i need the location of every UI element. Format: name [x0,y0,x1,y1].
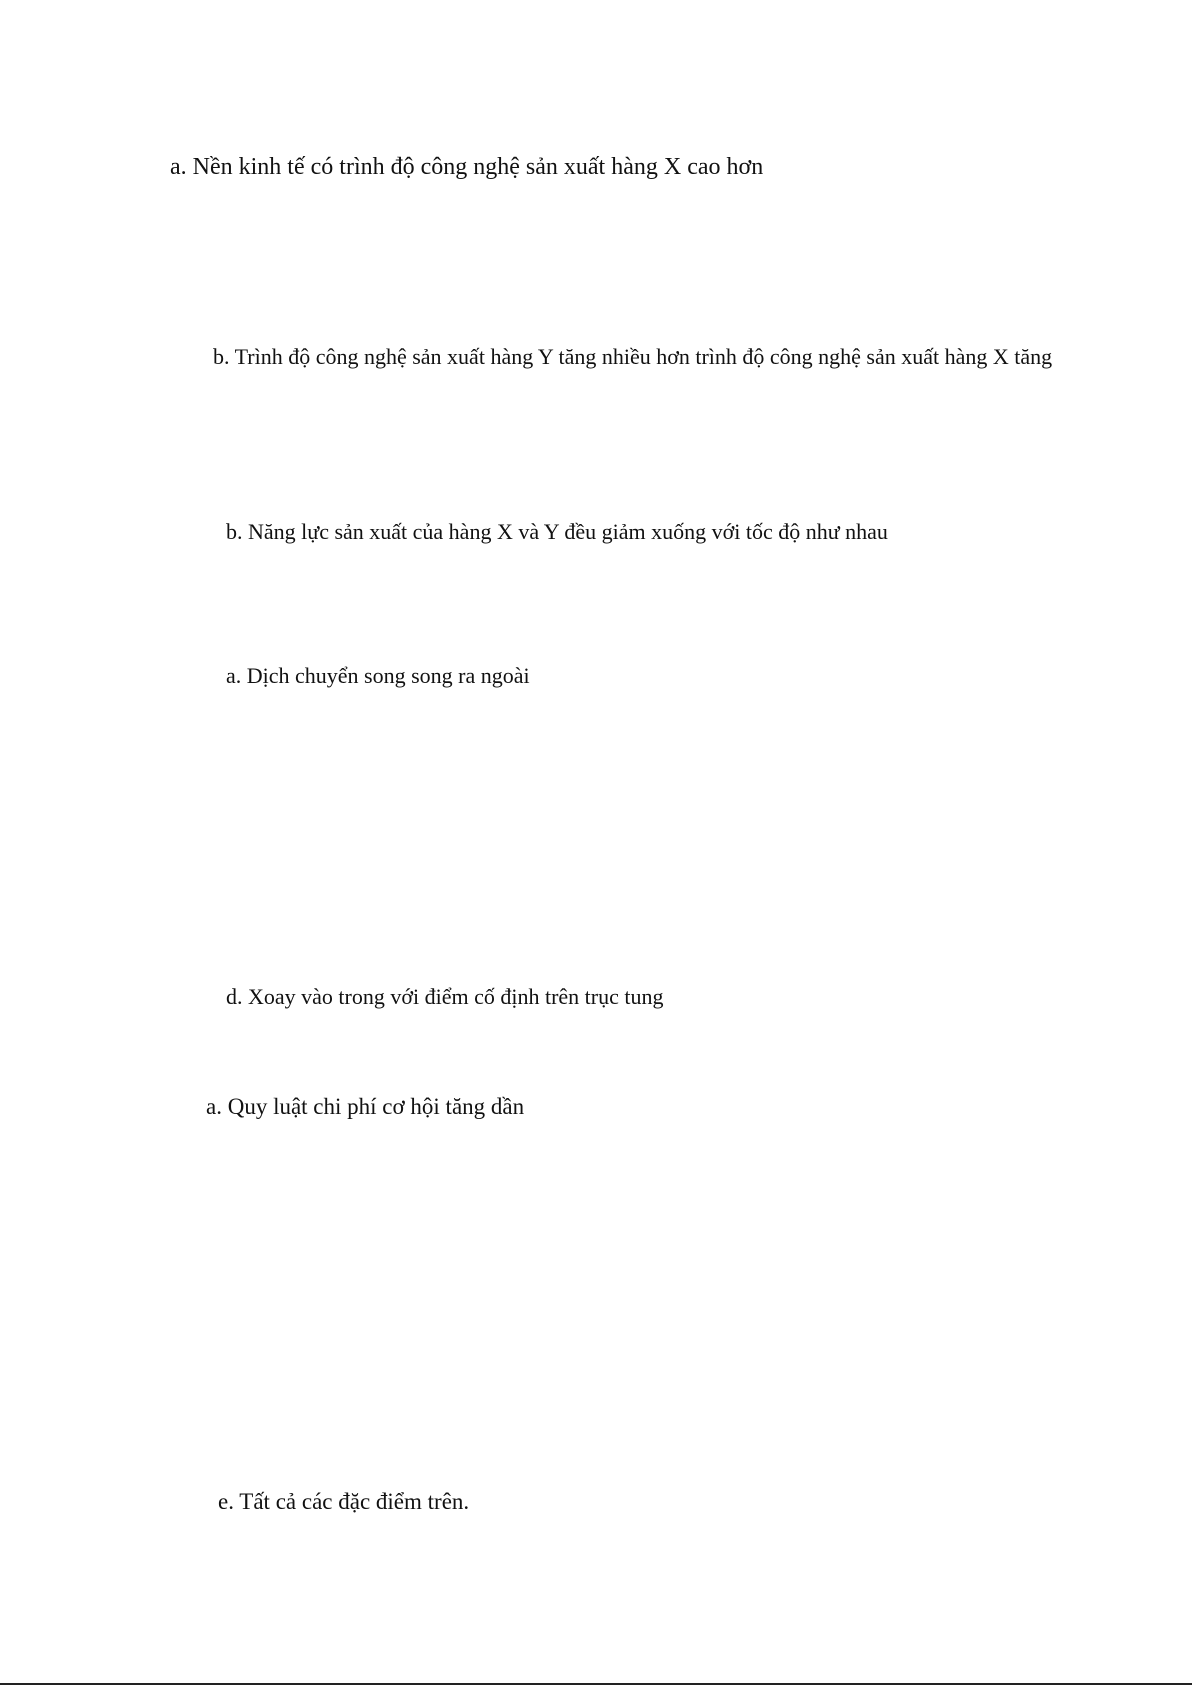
answer-option: b. Trình độ công nghệ sản xuất hàng Y tăng nhiều hơn trình độ công nghệ sản xuất hàng X tăng [213,344,1053,369]
answer-option: a. Dịch chuyển song song ra ngoài [226,663,530,688]
answer-option: d. Xoay vào trong với điểm cố định trên trục tung [226,984,664,1009]
answer-option: b. Năng lực sản xuất của hàng X và Y đều giảm xuống với tốc độ như nhau [226,519,888,544]
answer-option: e. Tất cả các đặc điểm trên. [218,1489,470,1514]
answer-option: a. Quy luật chi phí cơ hội tăng dần [206,1094,525,1119]
answer-option: a. Nền kinh tế có trình độ công nghệ sản xuất hàng X cao hơn [170,154,764,180]
